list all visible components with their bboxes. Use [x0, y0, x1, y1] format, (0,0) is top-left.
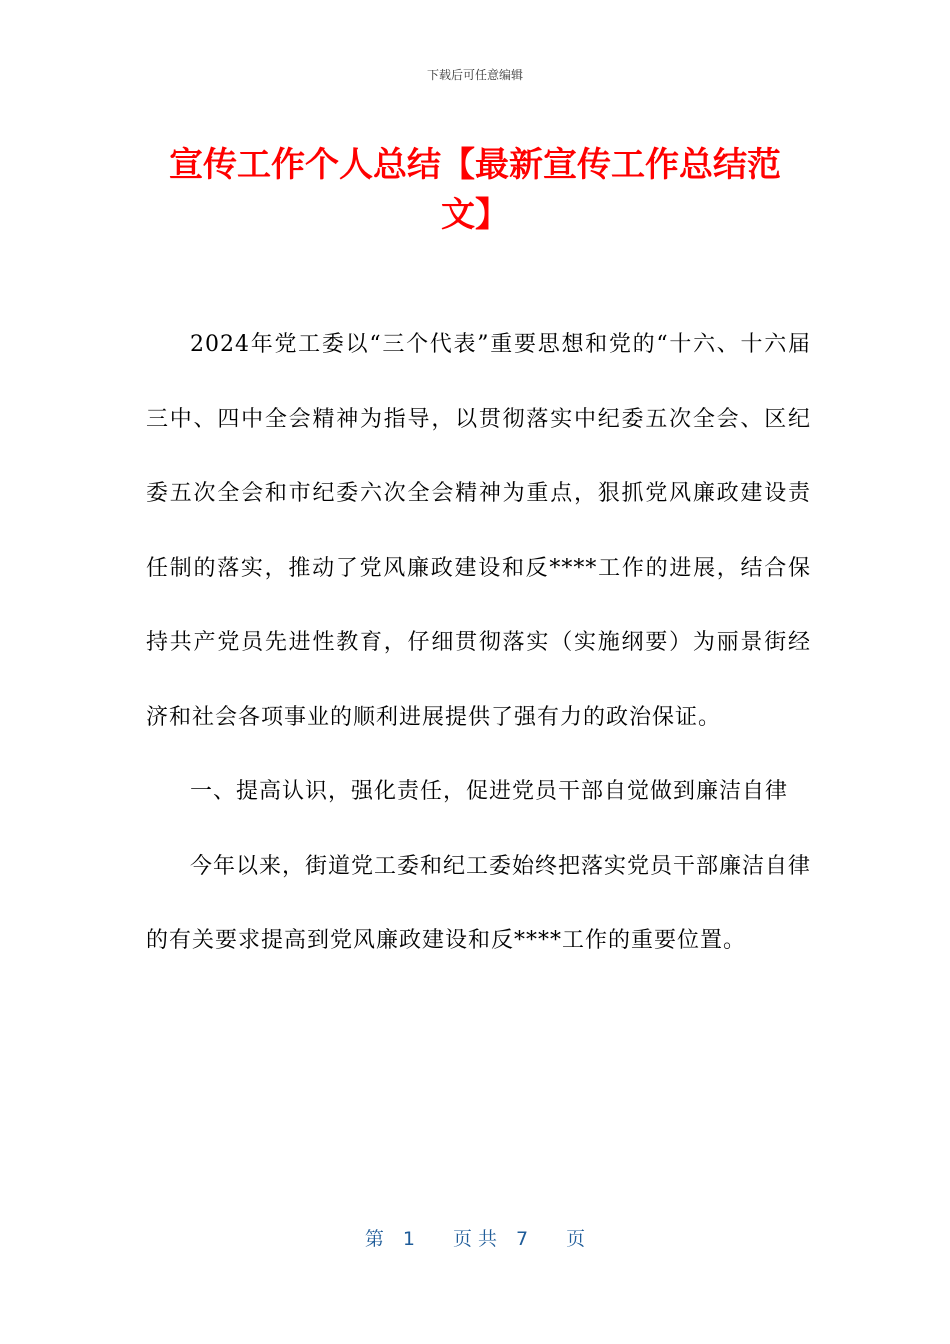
- document-body: [146, 308, 811, 979]
- paragraph-intro: 2024年党工委以“三个代表”重要思想和党的“十六、十六届三中、四中全会精神为指导，以贯彻落实中纪委五次全会、区纪委五次全会和市纪委六次全会精神为重点，狠抓党风廉政建设责任制的落实，推动了党风廉政建设和反****工作的进展，结合保持共产党员先进性教育，仔细贯彻落实（实施纲要）为丽景街经济和社会各项事业的顺利进展提供了强有力的政治保证。: [146, 332, 811, 730]
- page-number-footer: 第 1 页 共 7 页: [364, 1228, 586, 1250]
- header-note: 下载后可任意编辑: [426, 68, 523, 82]
- paragraph-section-1: 今年以来，街道党工委和纪工委始终把落实党员干部廉洁自律的有关要求提高到党风廉政建设和反****工作的重要位置。: [146, 853, 812, 953]
- document-title: 宣传工作个人总结【最新宣传工作总结范文】: [169, 145, 781, 235]
- section-heading-1: 一、提高认识，强化责任，促进党员干部自觉做到廉洁自律: [190, 779, 789, 804]
